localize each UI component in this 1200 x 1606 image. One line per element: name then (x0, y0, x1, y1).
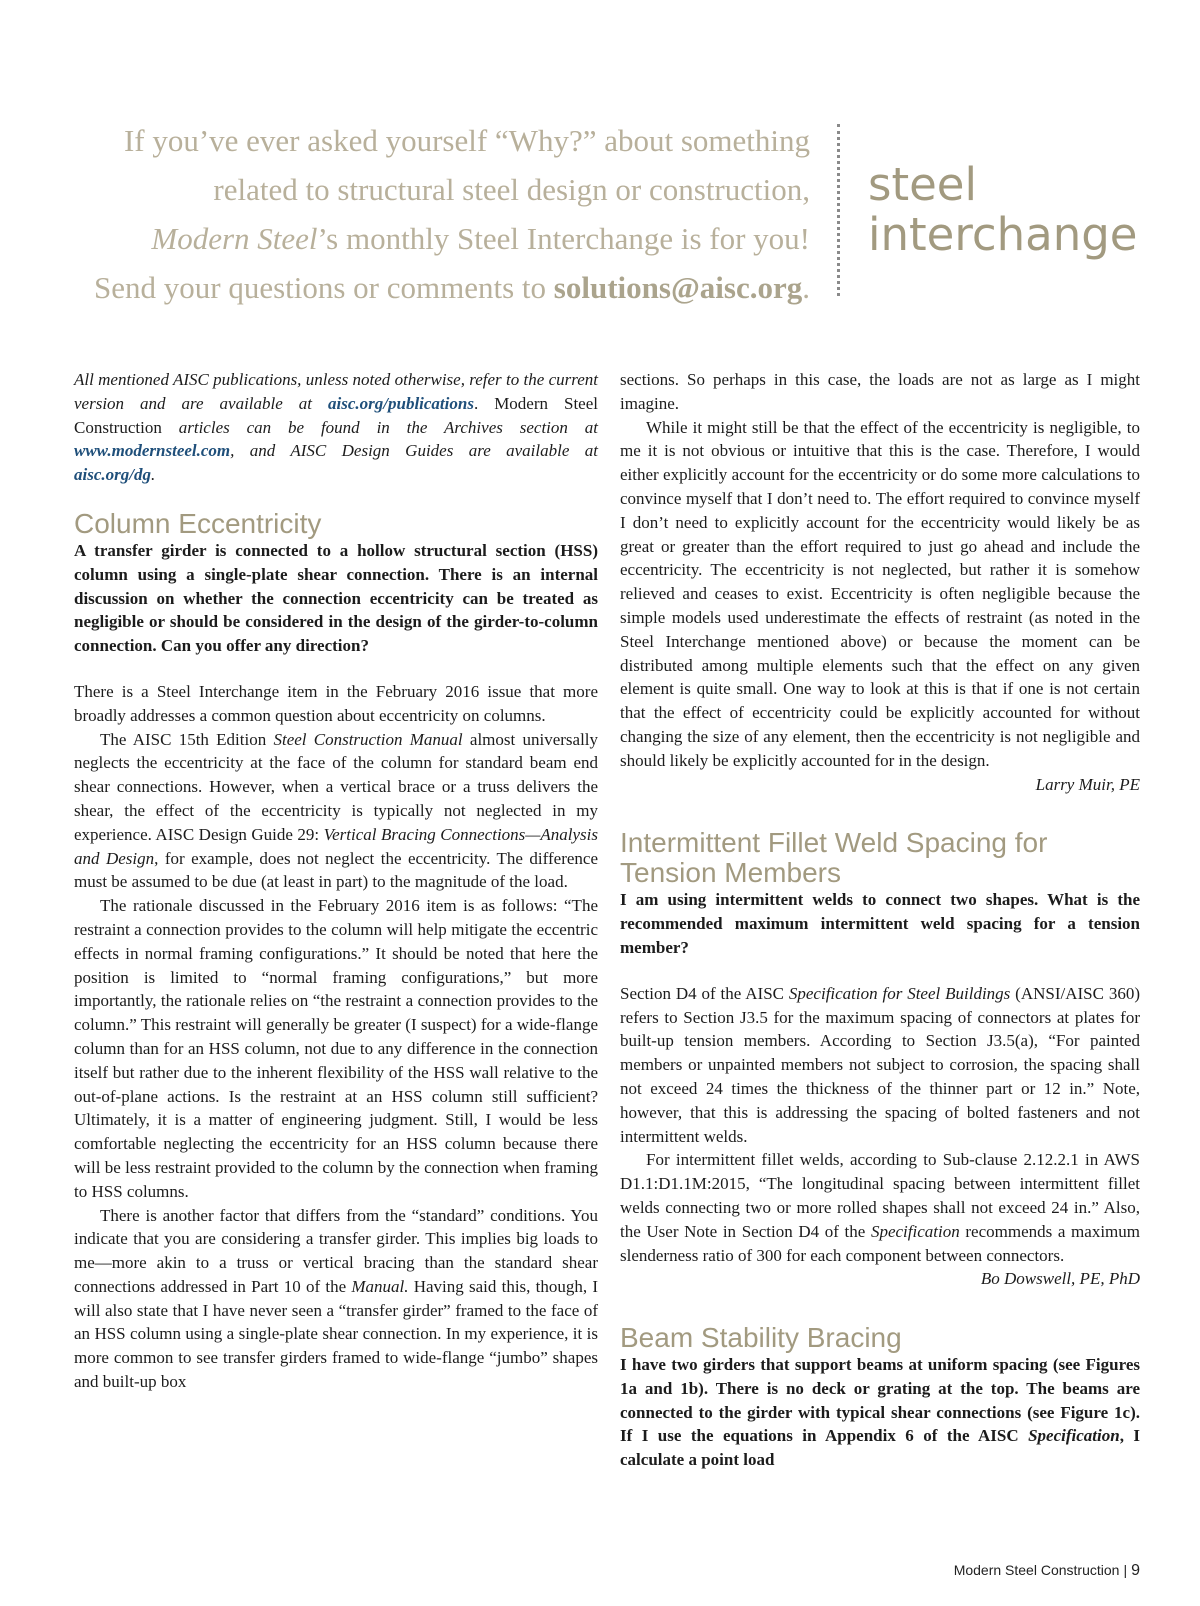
intro-line-2: related to structural steel design or construction, (213, 172, 810, 207)
intro-text (40, 116, 810, 312)
author-signature: Bo Dowswell, PE, PhD (980, 1269, 1140, 1289)
page-footer (954, 1562, 1140, 1580)
specification-reference: Specification (1028, 1426, 1120, 1446)
intro-line-1: If you’ve ever asked yourself “Why?” about something (123, 123, 810, 158)
intro-period: . (802, 270, 810, 305)
email-link[interactable]: solutions@aisc.org (553, 270, 803, 305)
column-eccentricity-heading: Column Eccentricity (74, 507, 322, 539)
dotted-divider (837, 124, 840, 296)
manual-reference: Manual. (351, 1276, 409, 1296)
design-guide-title: Vertical Bracing Connections—Analysis and Design (74, 824, 599, 868)
column-title (868, 160, 1137, 260)
question-text: , I calculate a point load (620, 1426, 1140, 1470)
beam-stability-question (620, 1353, 1140, 1472)
answer-text: For intermittent fillet welds, according to Sub-clause 2.12.2.1 in AWS D1.1:D1.1M:2015, “The longitudinal spacing between intermittent fillet welds connecting two or more rolled shapes shall not exceed 24 in.” Also, the User Note in Section D4 of the (620, 1150, 1140, 1241)
answer-paragraph (74, 1204, 598, 1394)
answer-text: (ANSI/AISC 360) refers to Section J3.5 for the maximum spacing of connectors at plates for built-up tension members. According to Section J3.5(a), “For painted members or unpainted members not subject to corrosion, the spacing shall not exceed 24 times the thickness of the thinner part or 12 in.” Note, however, that this is addressing the spacing of bolted fasteners and not intermittent welds. (620, 983, 1140, 1146)
answer-paragraph: There is a Steel Interchange item in the February 2016 issue that more broadly addresses a common question about eccentricity on columns. (74, 681, 598, 725)
intro-line-4: Send your questions or comments to (94, 270, 547, 305)
answer-paragraph: The rationale discussed in the February 2016 item is as follows: “The restraint a connection provides to the column will help mitigate the eccentric effects in normal framing configurations.” It should be noted that here the position is limited to “normal framing configurations,” but more importantly, the rationale relies on “the restraint a connection provides to the column.” This restraint will generally be greater (I suspect) for a wide-flange column than for an HSS column, not due to any difference in the connection itself but rather due to the inherent flexibility of the HSS wall relative to the out-of-plane actions. Is the restraint at an HSS column still sufficient? Ultimately, it is a matter of engineering judgment. Still, I would be less comfortable neglecting the eccentricity for an HSS column because there will be less restraint provided to the column by the connection when framing to HSS columns. (74, 896, 598, 1201)
fillet-weld-heading: Intermittent Fillet Weld Spacing for Tension Members (620, 827, 1048, 889)
publications-note (74, 368, 598, 487)
column-title-line-1: steel (868, 158, 977, 211)
spacer (620, 960, 1140, 982)
answer-paragraph: While it might still be that the effect of the eccentricity is negligible, to me it is not obvious or intuitive that this is the case. Therefore, I would either explicitly account for the eccentricity or do some more calculations to convince myself that I don’t need to. The effort required to convince myself I don’t need to explicitly account for the eccentricity would likely be as great or greater than the effort required to just go ahead and include the eccentricity. The eccentricity is not neglected, but rather it is somehow relieved and ceases to exist. Eccentricity is often negligible because the simple models used underestimate the effects of restraint (as noted in the Steel Interchange mentioned above) or because the moment can be distributed among multiple elements such that the effect on any given element is quite small. One way to look at this is that if one is not certain that the effect of eccentricity could be explicitly accounted for without changing the size of any element, then the eccentricity is not negligible and should likely be explicitly accounted for in the design. (620, 417, 1140, 770)
publications-link[interactable]: aisc.org/publications (328, 393, 474, 413)
author-signature: Larry Muir, PE (1035, 774, 1140, 794)
beam-stability-heading: Beam Stability Bracing (620, 1322, 902, 1354)
note-text-c: articles can be found in the Archives section at (178, 417, 599, 437)
spacer (74, 658, 598, 680)
answer-text: recommends a maximum slenderness ratio of 300 for each component between connectors. (620, 1221, 1140, 1265)
answer-text: There is another factor that differs from the “standard” conditions. You indicate that you are considering a transfer girder. This implies big loads to me—more akin to a truss or vertical bracing than the standard shear connections addressed in Part 10 of the (74, 1205, 598, 1296)
publication-name: Modern Steel Construction (953, 1562, 1120, 1578)
intro-magazine-name: Modern Steel (151, 221, 318, 256)
page-number: 9 (1131, 1562, 1140, 1579)
answer-paragraph (74, 728, 598, 895)
answer-paragraph (620, 982, 1140, 1149)
note-text-e: . (150, 465, 156, 485)
footer-separator: | (1123, 1562, 1128, 1578)
answer-text: almost universally neglects the eccentricity at the face of the column for standard beam end shear connections. However, when a vertical brace or a truss delivers the shear, the effect of the eccentricity is typically not neglected in my experience. AISC Design Guide 29: (74, 729, 599, 844)
column-eccentricity-question: A transfer girder is connected to a hollow structural section (HSS) column using a single-plate shear connection. There is an internal discussion on whether the connection eccentricity can be treated as negligible or should be considered in the design of the girder-to-column connection. Can you offer any direction? (74, 540, 598, 656)
note-text-d: , and AISC Design Guides are available at (230, 441, 598, 461)
modernsteel-link[interactable]: www.modernsteel.com (74, 441, 231, 461)
intro-line-3: ’s monthly Steel Interchange is for you! (317, 221, 810, 256)
question-text: I have two girders that support beams at uniform spacing (see Figures 1a and 1b). There is no deck or grating at the top. The beams are connected to the girder with typical shear connections (see Figure 1c). If I use the equations in Appendix 6 of the AISC (620, 1355, 1140, 1446)
left-column (74, 368, 598, 1394)
answer-text: Section D4 of the AISC (620, 983, 784, 1003)
header (0, 0, 1200, 340)
column-title-line-2: interchange (868, 208, 1138, 261)
answer-text: The AISC 15th Edition (100, 729, 267, 749)
note-text-a: All mentioned AISC publications, unless noted otherwise, refer to the current version and are available at (74, 370, 598, 413)
design-guides-link[interactable]: aisc.org/dg (74, 465, 151, 485)
specification-reference: Specification (870, 1221, 960, 1241)
spacer (74, 487, 598, 509)
spacer (620, 796, 1140, 828)
right-column (620, 368, 1140, 1472)
note-text-b: . Modern Steel Construction (74, 393, 598, 437)
answer-text: , for example, does not neglect the eccentricity. The difference must be assumed to be due (at least in part) to the magnitude of the load. (74, 848, 598, 892)
specification-title: Specification for Steel Buildings (788, 983, 1011, 1003)
spacer (620, 1291, 1140, 1323)
fillet-weld-question: I am using intermittent welds to connect two shapes. What is the recommended maximum intermittent weld spacing for a tension member? (620, 890, 1140, 957)
manual-title: Steel Construction Manual (273, 729, 463, 749)
answer-text: Having said this, though, I will also state that I have never seen a “transfer girder” framed to the face of an HSS column using a single-plate shear connection. In my experience, it is more common to see transfer girders framed to wide-flange “jumbo” shapes and built-up box (74, 1276, 599, 1392)
answer-paragraph (620, 1148, 1140, 1267)
answer-paragraph: sections. So perhaps in this case, the loads are not as large as I might imagine. (620, 370, 1140, 413)
